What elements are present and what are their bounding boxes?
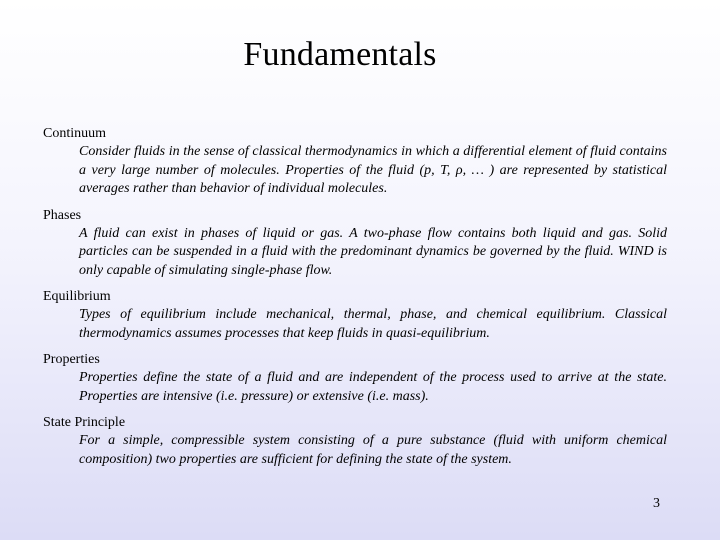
page-number: 3: [653, 496, 660, 511]
section-heading: State Principle: [43, 415, 126, 430]
section-phases: [43, 207, 667, 281]
section-text: Consider fluids in the sense of classical thermodynamics in which a differential element of fluid contains a very large number of molecules. Properties of the fluid (p, T, ρ, … ) are represented by statistical averages rather than behavior of individual molecules.: [79, 144, 667, 196]
section-state-principle: [43, 414, 667, 469]
section-heading: Properties: [43, 352, 100, 367]
section-continuum: [43, 125, 667, 199]
section-equilibrium: [43, 288, 667, 343]
section-text: Types of equilibrium include mechanical, thermal, phase, and chemical equilibrium. Classical thermodynamics assumes processes that keep fluids in quasi-equilibrium.: [79, 307, 667, 341]
slide-content: [43, 125, 667, 469]
section-heading: Continuum: [43, 126, 107, 141]
section-text: Properties define the state of a fluid and are independent of the process used to arrive at the state. Properties are intensive (i.e. pressure) or extensive (i.e. mass).: [79, 370, 667, 404]
section-text: For a simple, compressible system consisting of a pure substance (fluid with uniform chemical composition) two properties are sufficient for defining the state of the system.: [79, 433, 667, 467]
slide-title: Fundamentals: [243, 36, 437, 73]
section-properties: [43, 351, 667, 406]
section-heading: Equilibrium: [43, 289, 111, 304]
section-heading: Phases: [43, 207, 82, 223]
section-text: A fluid can exist in phases of liquid or gas. A two-phase flow contains both liquid and gas. Solid particles can be suspended in a fluid with the predominant dynamics be governed by the fluid. WIND is only capable of simulating single-phase flow.: [79, 225, 667, 278]
